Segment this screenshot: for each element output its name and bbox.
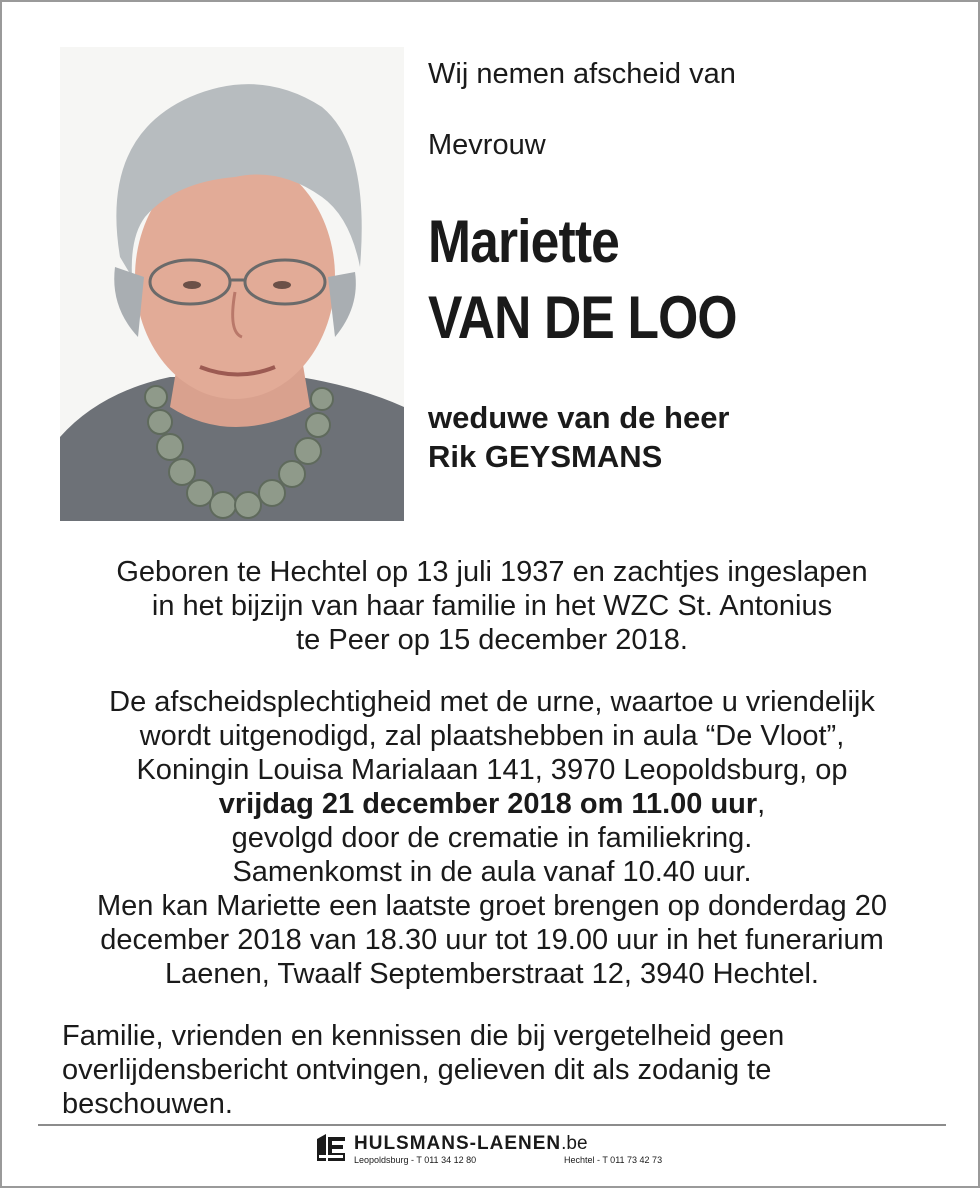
ceremony-line: Samenkomst in de aula vanaf 10.40 uur. — [232, 856, 752, 888]
birth-line: in het bijzijn van haar familie in het WZC St. Antonius — [151, 590, 833, 622]
closing-line: Familie, vrienden en kennissen die bij vergetelheid geen — [62, 1020, 785, 1052]
ceremony-date-line — [42, 787, 942, 821]
birth-line: Geboren te Hechtel op 13 juli 1937 en zachtjes ingeslapen — [116, 556, 868, 588]
spouse-info — [428, 398, 730, 476]
ceremony-paragraph — [42, 685, 942, 991]
footer-divider — [38, 1124, 946, 1126]
portrait-photo — [60, 47, 404, 521]
ceremony-date: vrijdag 21 december 2018 om 11.00 uur — [218, 788, 758, 820]
closing-paragraph — [62, 1019, 922, 1121]
funeral-home-footer — [314, 1131, 694, 1171]
deceased-name — [428, 204, 737, 356]
ceremony-line: De afscheidsplechtigheid met de urne, waartoe u vriendelijk — [109, 686, 875, 718]
birth-line: te Peer op 15 december 2018. — [296, 624, 688, 656]
funeral-home-logo-icon — [314, 1131, 348, 1165]
intro-text: Wij nemen afscheid van — [428, 58, 736, 90]
spouse-name: Rik GEYSMANS — [428, 439, 663, 474]
funeral-home-brand — [354, 1133, 588, 1155]
last-name: VAN DE LOO — [428, 284, 737, 351]
ceremony-line: gevolgd door de crematie in familiekring. — [231, 822, 753, 854]
address-hechtel: Hechtel - T 011 73 42 73 — [564, 1155, 663, 1165]
ceremony-line: wordt uitgenodigd, zal plaatshebben in aula “De Vloot”, — [139, 720, 845, 752]
first-name: Mariette — [428, 208, 619, 275]
closing-line: beschouwen. — [62, 1088, 233, 1120]
brand-tld: .be — [561, 1133, 588, 1154]
ceremony-line: Laenen, Twaalf Septemberstraat 12, 3940 Hechtel. — [164, 958, 819, 990]
spouse-relation: weduwe van de heer — [428, 400, 730, 435]
ceremony-line: Koningin Louisa Marialaan 141, 3970 Leopoldsburg, op — [136, 754, 848, 786]
brand-name: HULSMANS-LAENEN — [354, 1133, 562, 1154]
ceremony-date-suffix: , — [757, 788, 766, 820]
ceremony-line: december 2018 van 18.30 uur tot 19.00 uur in het funerarium — [100, 924, 884, 956]
address-leopoldsburg: Leopoldsburg - T 011 34 12 80 — [354, 1155, 477, 1165]
birth-paragraph — [42, 555, 942, 657]
closing-line: overlijdensbericht ontvingen, gelieven dit als zodanig te — [62, 1054, 772, 1086]
honorific-title: Mevrouw — [428, 129, 546, 161]
ceremony-line: Men kan Mariette een laatste groet brengen op donderdag 20 — [97, 890, 887, 922]
